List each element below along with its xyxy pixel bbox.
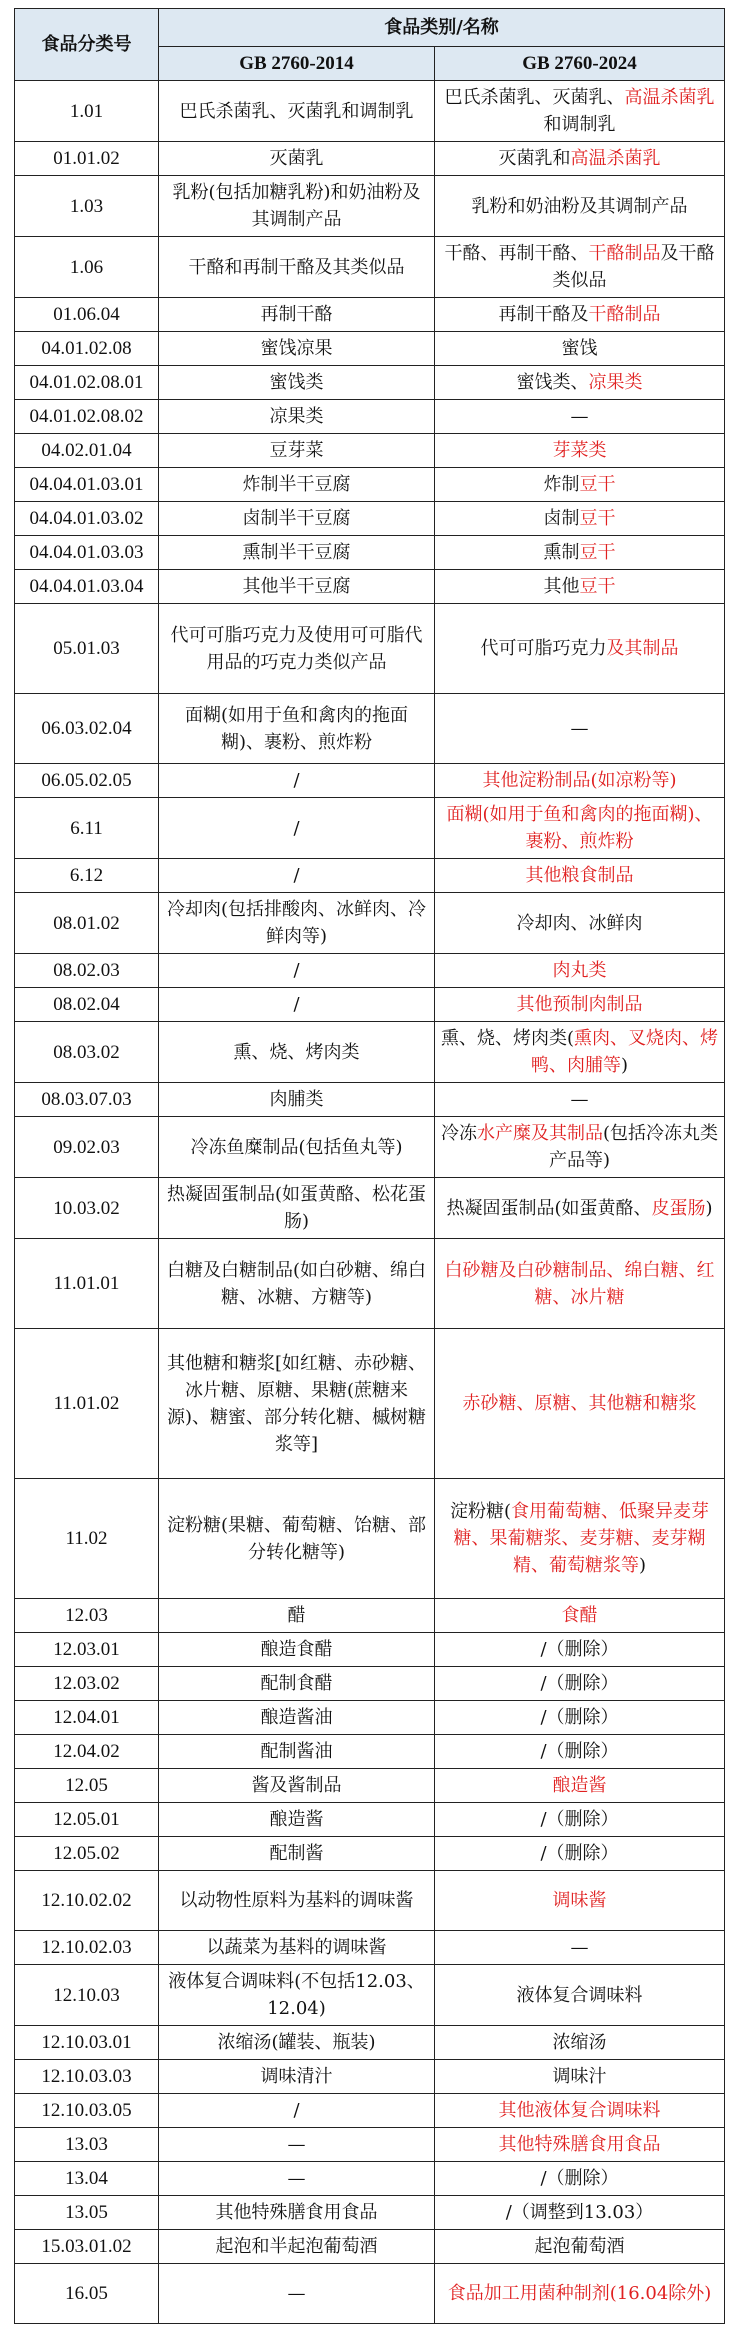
name-2014-cell: / <box>159 2094 435 2128</box>
changed-text-segment: 凉果类 <box>588 372 643 393</box>
changed-text-segment: 调味酱 <box>552 1890 607 1911</box>
changed-text-segment: 豆干 <box>579 474 616 495</box>
category-code-cell: 12.04.02 <box>15 1735 159 1769</box>
name-2014-cell: 蜜饯凉果 <box>159 332 435 366</box>
unchanged-text-segment: /（删除） <box>540 1707 619 1728</box>
changed-text-segment: 白砂糖及白砂糖制品、绵白糖、红糖、冰片糖 <box>444 1259 715 1308</box>
unchanged-text-segment: /（删除） <box>540 1639 619 1660</box>
changed-text-segment: 芽菜类 <box>552 440 607 461</box>
category-code-cell: 04.01.02.08.01 <box>15 366 159 400</box>
name-2024-cell <box>435 1599 725 1633</box>
name-2014-cell: 其他特殊膳食用食品 <box>159 2196 435 2230</box>
name-2014-cell: / <box>159 764 435 798</box>
category-code-cell: 15.03.01.02 <box>15 2230 159 2264</box>
table-row <box>15 176 725 237</box>
name-2014-cell: 调味清汁 <box>159 2060 435 2094</box>
category-code-cell: 06.03.02.04 <box>15 694 159 764</box>
table-row <box>15 2060 725 2094</box>
name-2024-cell <box>435 570 725 604</box>
table-row <box>15 81 725 142</box>
table-row <box>15 1599 725 1633</box>
table-row <box>15 604 725 694</box>
name-2014-cell: 以动物性原料为基料的调味酱 <box>159 1871 435 1931</box>
unchanged-text-segment: 和调制乳 <box>543 114 616 135</box>
changed-text-segment: 干酪制品 <box>588 243 661 264</box>
name-2014-cell: — <box>159 2162 435 2196</box>
name-2014-cell: 淀粉糖(果糖、葡萄糖、饴糖、部分转化糖等) <box>159 1479 435 1599</box>
changed-text-segment: 高温杀菌乳 <box>570 148 661 169</box>
changed-text-segment: 赤砂糖、原糖、其他糖和糖浆 <box>462 1393 697 1414</box>
category-code-cell: 06.05.02.05 <box>15 764 159 798</box>
name-2024-cell <box>435 81 725 142</box>
name-2014-cell: — <box>159 2264 435 2324</box>
category-code-cell: 11.02 <box>15 1479 159 1599</box>
category-code-cell: 13.04 <box>15 2162 159 2196</box>
unchanged-text-segment: 炸制 <box>543 474 580 495</box>
name-2014-cell: 干酪和再制干酪及其类似品 <box>159 237 435 298</box>
name-2024-cell <box>435 468 725 502</box>
name-2014-cell: 代可可脂巧克力及使用可可脂代用品的巧克力类似产品 <box>159 604 435 694</box>
category-code-cell: 6.12 <box>15 859 159 893</box>
changed-text-segment: 水产糜及其制品 <box>477 1123 603 1144</box>
unchanged-text-segment: 蜜饯 <box>561 338 598 359</box>
table-row <box>15 1667 725 1701</box>
table-row <box>15 859 725 893</box>
name-2024-cell <box>435 2060 725 2094</box>
name-2014-cell: — <box>159 2128 435 2162</box>
unchanged-text-segment: — <box>570 1937 589 1958</box>
changed-text-segment: 面糊(如用于鱼和禽肉的拖面糊)、裹粉、煎炸粉 <box>446 804 713 852</box>
category-code-cell: 08.02.04 <box>15 988 159 1022</box>
header-code-column: 食品分类号 <box>15 9 159 81</box>
table-row <box>15 2196 725 2230</box>
category-code-cell: 10.03.02 <box>15 1178 159 1239</box>
table-row <box>15 1735 725 1769</box>
name-2014-cell: 其他糖和糖浆[如红糖、赤砂糖、冰片糖、原糖、果糖(蔗糖来源)、糖蜜、部分转化糖、槭树糖浆等] <box>159 1329 435 1479</box>
name-2024-cell <box>435 502 725 536</box>
unchanged-text-segment: — <box>570 718 589 739</box>
category-code-cell: 12.10.03.01 <box>15 2026 159 2060</box>
table-row <box>15 988 725 1022</box>
name-2014-cell: 炸制半干豆腐 <box>159 468 435 502</box>
category-code-cell: 01.06.04 <box>15 298 159 332</box>
table-row <box>15 1871 725 1931</box>
unchanged-text-segment: 冷却肉、冰鲜肉 <box>516 912 643 934</box>
category-code-cell: 11.01.02 <box>15 1329 159 1479</box>
table-row <box>15 298 725 332</box>
table-row <box>15 570 725 604</box>
category-code-cell: 16.05 <box>15 2264 159 2324</box>
unchanged-text-segment: ) <box>705 1197 713 1219</box>
name-2024-cell <box>435 1803 725 1837</box>
unchanged-text-segment: 乳粉和奶油粉及其调制产品 <box>471 195 688 217</box>
table-row <box>15 1633 725 1667</box>
name-2024-cell <box>435 1735 725 1769</box>
table-row <box>15 366 725 400</box>
category-code-cell: 04.04.01.03.03 <box>15 536 159 570</box>
name-2024-cell <box>435 1083 725 1117</box>
name-2024-cell <box>435 1667 725 1701</box>
table-row <box>15 2230 725 2264</box>
name-2014-cell: 以蔬菜为基料的调味酱 <box>159 1931 435 1965</box>
category-code-cell: 04.04.01.03.01 <box>15 468 159 502</box>
name-2024-cell <box>435 434 725 468</box>
name-2024-cell <box>435 2026 725 2060</box>
changed-text-segment: 其他液体复合调味料 <box>498 2100 661 2121</box>
table-row <box>15 1178 725 1239</box>
unchanged-text-segment: 及干酪类似品 <box>552 243 715 291</box>
changed-text-segment: 其他粮食制品 <box>525 865 634 886</box>
unchanged-text-segment: ) <box>620 1055 629 1076</box>
unchanged-text-segment: /（删除） <box>540 1809 619 1830</box>
unchanged-text-segment: — <box>570 406 589 427</box>
name-2024-cell <box>435 1931 725 1965</box>
category-code-cell: 1.03 <box>15 176 159 237</box>
changed-text-segment: 皮蛋肠 <box>651 1197 706 1219</box>
name-2024-cell <box>435 176 725 237</box>
name-2014-cell: 灭菌乳 <box>159 142 435 176</box>
name-2014-cell: 醋 <box>159 1599 435 1633</box>
name-2014-cell: 冷冻鱼糜制品(包括鱼丸等) <box>159 1117 435 1178</box>
table-row <box>15 332 725 366</box>
category-code-cell: 12.05.02 <box>15 1837 159 1871</box>
table-row <box>15 400 725 434</box>
category-code-cell: 08.01.02 <box>15 893 159 954</box>
name-2024-cell <box>435 1701 725 1735</box>
name-2024-cell <box>435 1871 725 1931</box>
name-2024-cell <box>435 1479 725 1599</box>
table-row <box>15 142 725 176</box>
changed-text-segment: 肉丸类 <box>552 960 607 981</box>
name-2014-cell: 酱及酱制品 <box>159 1769 435 1803</box>
changed-text-segment: 酿造酱 <box>552 1775 607 1796</box>
category-code-cell: 04.01.02.08.02 <box>15 400 159 434</box>
header-standard-2014: GB 2760-2014 <box>159 47 435 81</box>
category-code-cell: 12.10.03.05 <box>15 2094 159 2128</box>
name-2014-cell: 肉脯类 <box>159 1083 435 1117</box>
table-row <box>15 2128 725 2162</box>
name-2024-cell <box>435 604 725 694</box>
name-2014-cell: 熏制半干豆腐 <box>159 536 435 570</box>
category-code-cell: 12.10.02.02 <box>15 1871 159 1931</box>
table-row <box>15 2094 725 2128</box>
category-code-cell: 12.10.02.03 <box>15 1931 159 1965</box>
changed-text-segment: 熏肉、叉烧肉、烤鸭、肉脯等 <box>530 1028 719 1076</box>
unchanged-text-segment: /（删除） <box>540 1741 619 1762</box>
name-2014-cell: 配制食醋 <box>159 1667 435 1701</box>
category-code-cell: 1.01 <box>15 81 159 142</box>
name-2024-cell <box>435 954 725 988</box>
unchanged-text-segment: 熏、烧、烤肉类( <box>441 1028 575 1049</box>
name-2024-cell <box>435 298 725 332</box>
changed-text-segment: 食品加工用菌种制剂(16.04除外) <box>447 2283 712 2304</box>
name-2024-cell <box>435 2094 725 2128</box>
table-row <box>15 1083 725 1117</box>
unchanged-text-segment: 浓缩汤 <box>552 2032 607 2053</box>
header-standard-2024: GB 2760-2024 <box>435 47 725 81</box>
unchanged-text-segment: 淀粉糖( <box>449 1501 512 1522</box>
unchanged-text-segment: 再制干酪及 <box>498 304 589 325</box>
category-code-cell: 12.04.01 <box>15 1701 159 1735</box>
name-2014-cell: 豆芽菜 <box>159 434 435 468</box>
name-2024-cell <box>435 366 725 400</box>
name-2014-cell: / <box>159 988 435 1022</box>
table-row <box>15 1329 725 1479</box>
unchanged-text-segment: 起泡葡萄酒 <box>534 2236 625 2257</box>
name-2024-cell <box>435 237 725 298</box>
changed-text-segment: 豆干 <box>579 508 616 529</box>
name-2024-cell <box>435 2162 725 2196</box>
name-2024-cell <box>435 332 725 366</box>
category-code-cell: 11.01.01 <box>15 1239 159 1329</box>
changed-text-segment: 豆干 <box>579 576 616 597</box>
name-2014-cell: 巴氏杀菌乳、灭菌乳和调制乳 <box>159 81 435 142</box>
name-2024-cell <box>435 1837 725 1871</box>
name-2024-cell <box>435 142 725 176</box>
table-row <box>15 1479 725 1599</box>
category-code-cell: 01.01.02 <box>15 142 159 176</box>
name-2024-cell <box>435 764 725 798</box>
table-row <box>15 893 725 954</box>
changed-text-segment: 其他特殊膳食用食品 <box>498 2134 661 2155</box>
unchanged-text-segment: 蜜饯类、 <box>516 372 589 393</box>
unchanged-text-segment: 卤制 <box>543 508 580 529</box>
changed-text-segment: 豆干 <box>579 542 616 563</box>
table-row <box>15 1769 725 1803</box>
changed-text-segment: 其他淀粉制品(如凉粉等) <box>482 770 677 791</box>
unchanged-text-segment: /（调整到13.03） <box>505 2202 654 2223</box>
table-row <box>15 1117 725 1178</box>
table-row <box>15 2264 725 2324</box>
name-2024-cell <box>435 1769 725 1803</box>
table-body <box>15 81 725 2324</box>
name-2024-cell <box>435 1965 725 2026</box>
name-2024-cell <box>435 1329 725 1479</box>
name-2024-cell <box>435 859 725 893</box>
unchanged-text-segment: 干酪、再制干酪、 <box>444 243 589 264</box>
table-row <box>15 1837 725 1871</box>
category-code-cell: 12.10.03.03 <box>15 2060 159 2094</box>
table-row <box>15 954 725 988</box>
category-code-cell: 12.03.02 <box>15 1667 159 1701</box>
name-2024-cell <box>435 1117 725 1178</box>
name-2014-cell: 酿造酱油 <box>159 1701 435 1735</box>
name-2024-cell <box>435 988 725 1022</box>
name-2014-cell: 液体复合调味料(不包括12.03、12.04) <box>159 1965 435 2026</box>
unchanged-text-segment: ) <box>638 1555 647 1576</box>
category-code-cell: 04.04.01.03.02 <box>15 502 159 536</box>
name-2014-cell: 冷却肉(包括排酸肉、冰鲜肉、冷鲜肉等) <box>159 893 435 954</box>
table-row <box>15 694 725 764</box>
changed-text-segment: 食用葡萄糖、低聚异麦芽糖、果葡糖浆、麦芽糖、麦芽糊精、葡萄糖浆等 <box>453 1501 710 1576</box>
category-code-cell: 09.02.03 <box>15 1117 159 1178</box>
name-2014-cell: 凉果类 <box>159 400 435 434</box>
table-row <box>15 764 725 798</box>
category-code-cell: 1.06 <box>15 237 159 298</box>
table-row <box>15 536 725 570</box>
name-2024-cell <box>435 400 725 434</box>
name-2014-cell: 起泡和半起泡葡萄酒 <box>159 2230 435 2264</box>
name-2014-cell: / <box>159 798 435 859</box>
name-2024-cell <box>435 798 725 859</box>
unchanged-text-segment: 巴氏杀菌乳、灭菌乳、 <box>444 87 625 108</box>
unchanged-text-segment: 代可可脂巧克力 <box>480 638 607 659</box>
name-2014-cell: 配制酱油 <box>159 1735 435 1769</box>
name-2024-cell <box>435 694 725 764</box>
unchanged-text-segment: (包括冷冻丸类产品等) <box>548 1123 719 1171</box>
name-2014-cell: 乳粉(包括加糖乳粉)和奶油粉及其调制产品 <box>159 176 435 237</box>
name-2014-cell: 面糊(如用于鱼和禽肉的拖面糊)、裹粉、煎炸粉 <box>159 694 435 764</box>
food-category-comparison-table <box>14 8 725 2324</box>
category-code-cell: 04.02.01.04 <box>15 434 159 468</box>
header-category-group: 食品类别/名称 <box>159 9 725 47</box>
name-2014-cell: 热凝固蛋制品(如蛋黄酪、松花蛋肠) <box>159 1178 435 1239</box>
category-code-cell: 13.05 <box>15 2196 159 2230</box>
category-code-cell: 08.02.03 <box>15 954 159 988</box>
unchanged-text-segment: 熏制 <box>543 542 580 563</box>
table-row <box>15 237 725 298</box>
name-2024-cell <box>435 2196 725 2230</box>
category-code-cell: 12.05 <box>15 1769 159 1803</box>
name-2014-cell: 其他半干豆腐 <box>159 570 435 604</box>
table-row <box>15 1022 725 1083</box>
name-2014-cell: 蜜饯类 <box>159 366 435 400</box>
name-2024-cell <box>435 1022 725 1083</box>
table-row <box>15 1931 725 1965</box>
name-2014-cell: 酿造食醋 <box>159 1633 435 1667</box>
category-code-cell: 04.04.01.03.04 <box>15 570 159 604</box>
name-2014-cell: 卤制半干豆腐 <box>159 502 435 536</box>
name-2024-cell <box>435 1178 725 1239</box>
table-row <box>15 1965 725 2026</box>
table-row <box>15 468 725 502</box>
category-code-cell: 08.03.07.03 <box>15 1083 159 1117</box>
category-code-cell: 12.03 <box>15 1599 159 1633</box>
name-2014-cell: 浓缩汤(罐装、瓶装) <box>159 2026 435 2060</box>
category-code-cell: 12.10.03 <box>15 1965 159 2026</box>
name-2024-cell <box>435 893 725 954</box>
category-code-cell: 6.11 <box>15 798 159 859</box>
unchanged-text-segment: 热凝固蛋制品(如蛋黄酪、 <box>446 1197 652 1219</box>
name-2024-cell <box>435 2230 725 2264</box>
category-code-cell: 12.03.01 <box>15 1633 159 1667</box>
changed-text-segment: 食醋 <box>561 1605 598 1626</box>
unchanged-text-segment: — <box>570 1089 589 1110</box>
table-row <box>15 1701 725 1735</box>
changed-text-segment: 高温杀菌乳 <box>624 87 715 108</box>
unchanged-text-segment: 液体复合调味料 <box>516 1984 643 2006</box>
name-2014-cell: 白糖及白糖制品(如白砂糖、绵白糖、冰糖、方糖等) <box>159 1239 435 1329</box>
table-row <box>15 2026 725 2060</box>
unchanged-text-segment: 冷冻 <box>441 1123 477 1144</box>
name-2014-cell: / <box>159 954 435 988</box>
changed-text-segment: 及其制品 <box>606 638 679 659</box>
table-container <box>14 8 724 2324</box>
changed-text-segment: 其他预制肉制品 <box>516 994 643 1015</box>
unchanged-text-segment: 调味汁 <box>552 2066 607 2087</box>
category-code-cell: 08.03.02 <box>15 1022 159 1083</box>
unchanged-text-segment: 其他 <box>543 576 580 597</box>
name-2024-cell <box>435 2264 725 2324</box>
name-2024-cell <box>435 2128 725 2162</box>
table-row <box>15 798 725 859</box>
name-2024-cell <box>435 1239 725 1329</box>
name-2024-cell <box>435 536 725 570</box>
name-2014-cell: 酿造酱 <box>159 1803 435 1837</box>
table-row <box>15 2162 725 2196</box>
unchanged-text-segment: /（删除） <box>540 2168 619 2189</box>
table-row <box>15 502 725 536</box>
table-row <box>15 1803 725 1837</box>
table-row <box>15 434 725 468</box>
name-2014-cell: 配制酱 <box>159 1837 435 1871</box>
category-code-cell: 13.03 <box>15 2128 159 2162</box>
category-code-cell: 04.01.02.08 <box>15 332 159 366</box>
name-2024-cell <box>435 1633 725 1667</box>
name-2014-cell: 熏、烧、烤肉类 <box>159 1022 435 1083</box>
name-2014-cell: 再制干酪 <box>159 298 435 332</box>
unchanged-text-segment: /（删除） <box>540 1843 619 1864</box>
unchanged-text-segment: /（删除） <box>540 1673 619 1694</box>
name-2014-cell: / <box>159 859 435 893</box>
unchanged-text-segment: 灭菌乳和 <box>498 148 571 169</box>
category-code-cell: 12.05.01 <box>15 1803 159 1837</box>
changed-text-segment: 干酪制品 <box>588 304 661 325</box>
table-row <box>15 1239 725 1329</box>
category-code-cell: 05.01.03 <box>15 604 159 694</box>
